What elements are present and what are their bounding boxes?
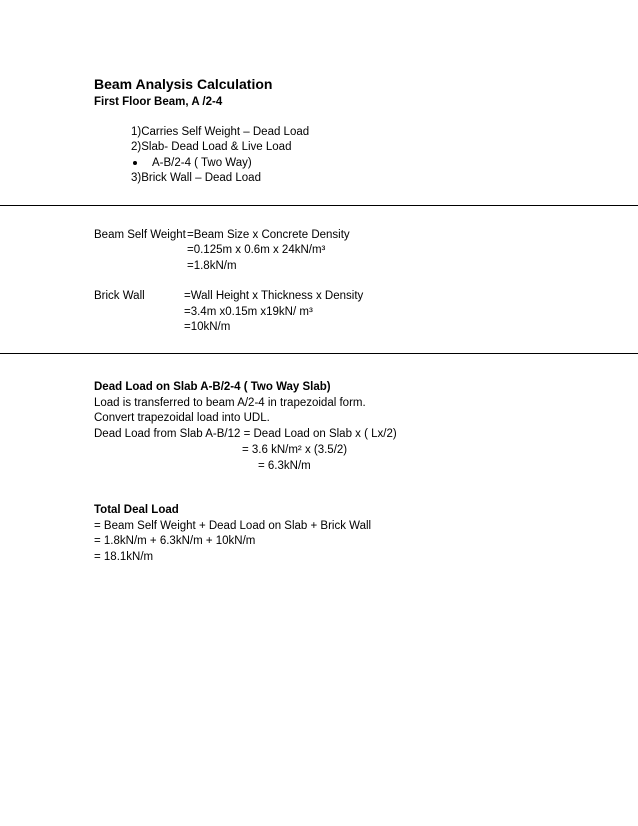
load-item-2: 2)Slab- Dead Load & Live Load [131,141,292,153]
page-title: Beam Analysis Calculation [94,76,273,92]
self-weight-line: =Beam Size x Concrete Density [187,229,350,241]
self-weight-result: =1.8kN/m [187,260,237,272]
slab-line: Dead Load from Slab A-B/12 = Dead Load on Slab x ( Lx/2) [94,428,397,440]
total-result: = 18.1kN/m [94,551,154,563]
divider-middle [0,353,638,354]
self-weight-label: Beam Self Weight [94,229,186,241]
self-weight-line: =0.125m x 0.6m x 24kN/m³ [187,244,326,256]
divider-top [0,205,638,206]
bullet-icon [133,161,137,165]
load-item-3: 3)Brick Wall – Dead Load [131,172,261,184]
brick-wall-result: =10kN/m [184,321,231,333]
total-line: = Beam Self Weight + Dead Load on Slab + Brick Wall [94,520,372,532]
slab-heading: Dead Load on Slab A-B/2-4 ( Two Way Slab) [94,381,331,393]
load-subitem: A-B/2-4 ( Two Way) [152,157,252,169]
brick-wall-line: =Wall Height x Thickness x Density [184,290,364,302]
total-line: = 1.8kN/m + 6.3kN/m + 10kN/m [94,535,256,547]
brick-wall-line: =3.4m x0.15m x19kN/ m³ [184,306,313,318]
total-heading: Total Deal Load [94,504,179,516]
slab-line: = 3.6 kN/m² x (3.5/2) [242,444,348,456]
slab-line: Load is transferred to beam A/2-4 in trapezoidal form. [94,397,366,409]
slab-line: Convert trapezoidal load into UDL. [94,412,270,424]
slab-result: = 6.3kN/m [258,460,311,472]
page-subtitle: First Floor Beam, A /2-4 [94,96,223,108]
load-item-1: 1)Carries Self Weight – Dead Load [131,126,310,138]
brick-wall-label: Brick Wall [94,290,145,302]
